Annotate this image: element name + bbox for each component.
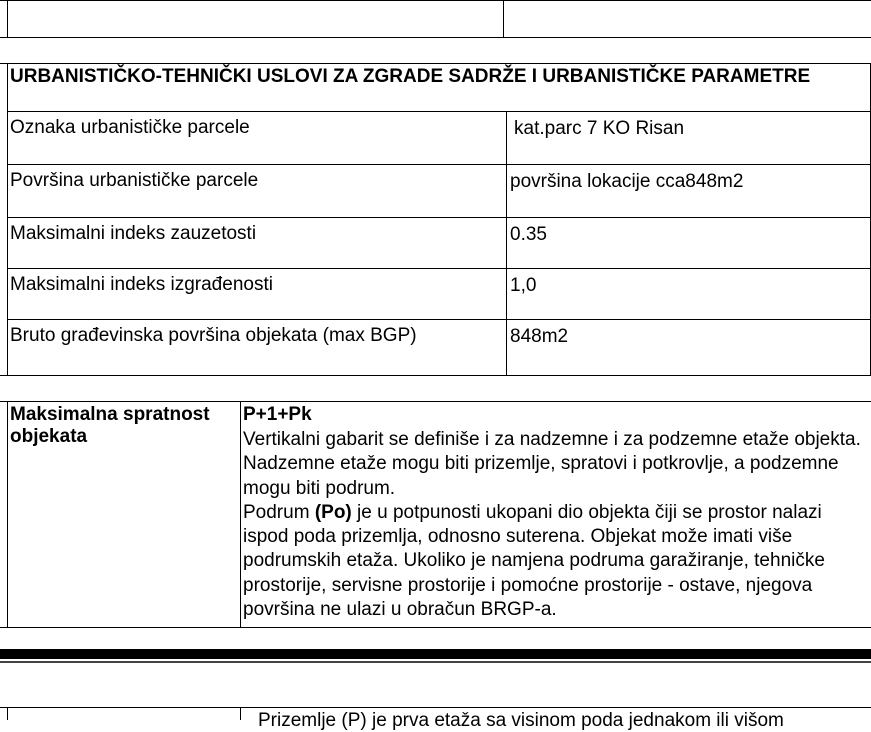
bottom-table-column-divider bbox=[240, 707, 241, 720]
main-table-border-left bbox=[7, 63, 8, 376]
main-table-title: URBANISTIČKO-TEHNIČKI USLOVI ZA ZGRADE SADRŽE I URBANISTIČKE PARAMETRE bbox=[10, 66, 811, 87]
main-table-border-bottom bbox=[0, 375, 871, 376]
top-table-border-top bbox=[0, 0, 871, 1]
row-value-development-index: 1,0 bbox=[510, 275, 537, 296]
max-floors-value: P+1+Pk bbox=[243, 404, 312, 425]
ground-floor-text: Prizemlje (P) je prva etaža sa visinom poda jednakom ili višom bbox=[258, 710, 784, 731]
bottom-table-border-left bbox=[7, 707, 8, 720]
main-table-row-divider-4 bbox=[7, 319, 871, 320]
basement-paragraph-start: Podrum bbox=[243, 501, 315, 523]
row-value-parcel-area: površina lokacije cca848m2 bbox=[510, 171, 744, 192]
second-table-column-divider bbox=[240, 401, 241, 628]
row-label-parcel-id: Oznaka urbanističke parcele bbox=[10, 117, 250, 138]
main-table-row-divider-1 bbox=[7, 164, 871, 165]
basement-paragraph-rest: je u potpunosti ukopani dio objekta čiji se prostor nalazi ispod poda prizemlja, odnosno suterena. Objekat može imati više podrumskih etaža. Ukoliko je namjena podruma garažiranje, tehničke prostorije, servisne prostorije i pomoćne prostorije - ostave, njegova površina ne ulazi u obračun BRGP-a. bbox=[243, 501, 825, 621]
row-value-occupancy-index: 0.35 bbox=[510, 224, 547, 245]
top-table-border-left bbox=[7, 0, 8, 38]
second-table-border-left bbox=[7, 401, 8, 628]
row-label-parcel-area: Površina urbanističke parcele bbox=[10, 170, 259, 191]
basement-paragraph bbox=[243, 501, 869, 622]
second-table-border-top bbox=[0, 401, 871, 402]
row-value-parcel-id: kat.parc 7 KO Risan bbox=[514, 118, 685, 139]
bottom-table-border-top bbox=[0, 707, 871, 708]
row-label-development-index: Maksimalni indeks izgrađenosti bbox=[10, 274, 273, 295]
main-table-column-divider bbox=[506, 111, 507, 375]
main-table-row-divider-3 bbox=[7, 268, 871, 269]
second-table-border-bottom bbox=[0, 627, 871, 628]
row-label-gross-area: Bruto građevinska površina objekata (max BGP) bbox=[10, 325, 417, 346]
page-separator-bar bbox=[0, 649, 871, 659]
basement-abbrev: (Po) bbox=[314, 501, 352, 523]
page-separator-shadow bbox=[0, 661, 871, 663]
main-table-title-divider bbox=[7, 111, 871, 112]
row-label-occupancy-index: Maksimalni indeks zauzetosti bbox=[10, 223, 257, 244]
top-table-divider bbox=[503, 0, 504, 38]
max-floors-label: Maksimalna spratnost objekata bbox=[10, 404, 210, 447]
top-table-border-bottom bbox=[0, 37, 871, 38]
main-table-border-top bbox=[0, 63, 871, 64]
main-table-row-divider-2 bbox=[7, 217, 871, 218]
vertical-gabarit-paragraph: Vertikalni gabarit se definiše i za nadzemne i za podzemne etaže objekta. Nadzemne etaže mogu biti prizemlje, spratovi i potkrovlje, a podzemne mogu biti podrum. bbox=[243, 429, 861, 499]
max-floors-description bbox=[243, 428, 869, 622]
row-value-gross-area: 848m2 bbox=[510, 326, 569, 347]
